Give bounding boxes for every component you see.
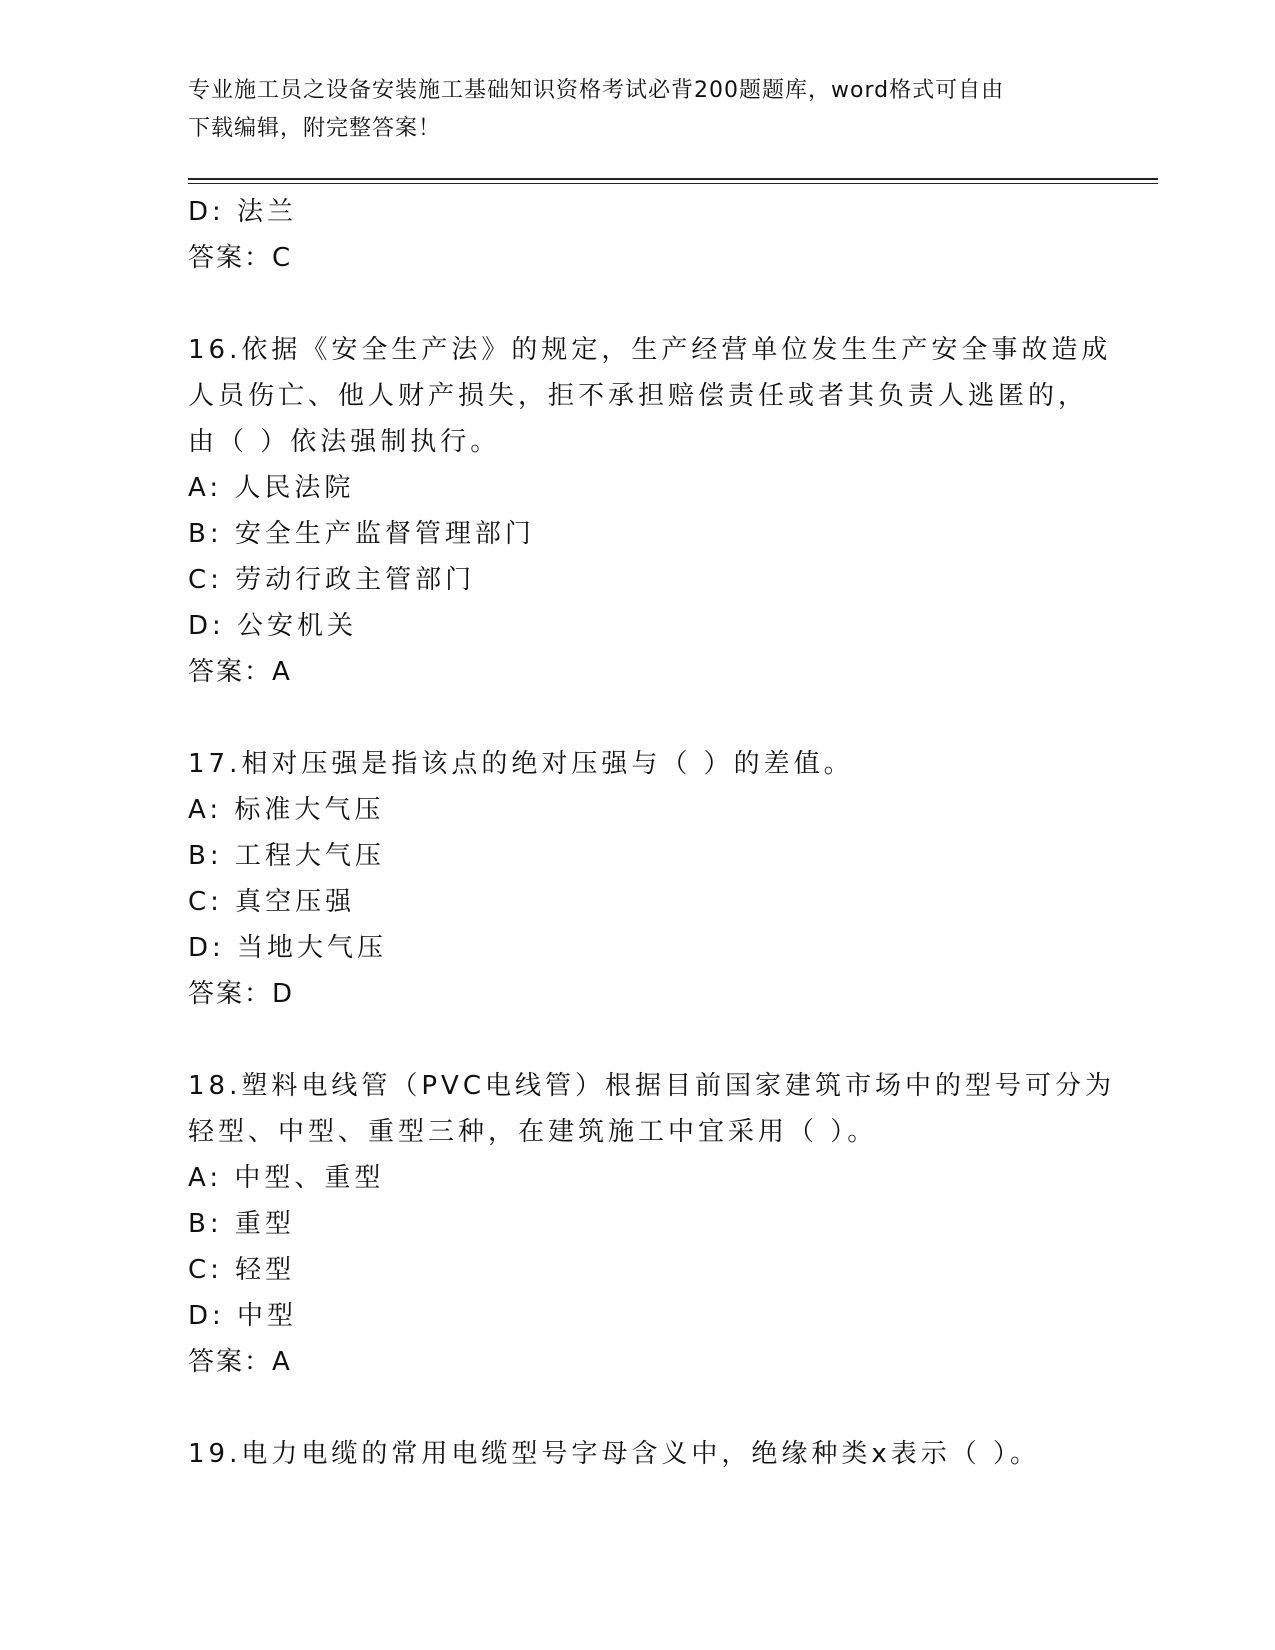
question-18-option-c: C: 轻型: [188, 1255, 296, 1285]
question-17-option-d: D: 当地大气压: [188, 933, 388, 963]
question-18: [188, 1063, 1115, 1385]
document-header: [188, 72, 1078, 148]
header-title-line-1: 专业施工员之设备安装施工基础知识资格考试必背200题题库，word格式可自由: [188, 78, 1005, 103]
question-18-option-b: B: 重型: [188, 1209, 295, 1239]
header-divider-thick: [188, 178, 1158, 180]
question-16-option-c: C: 劳动行政主管部门: [188, 565, 476, 595]
question-16-option-b: B: 安全生产监督管理部门: [188, 519, 535, 549]
question-16: [188, 327, 1112, 695]
question-17-option-a: A: 标准大气压: [188, 795, 385, 825]
spacer: [188, 281, 1088, 327]
question-18-answer: 答案：A: [188, 1347, 292, 1377]
header-title-line-2: 下载编辑，附完整答案！: [188, 116, 442, 141]
question-19-stem-line-1: 19.电力电缆的常用电缆型号字母含义中，绝缘种类x表示（ ）。: [188, 1439, 1041, 1469]
spacer: [188, 1385, 1088, 1431]
question-16-stem-line-1: 16.依据《安全生产法》的规定，生产经营单位发生生产安全事故造成: [188, 335, 1112, 365]
prev-option-d: D: 法兰: [188, 197, 298, 227]
spacer: [188, 695, 1088, 741]
question-16-answer: 答案：A: [188, 657, 292, 687]
question-16-stem-line-3: 由（ ）依法强制执行。: [188, 427, 501, 457]
question-16-option-d: D: 公安机关: [188, 611, 358, 641]
question-17-option-b: B: 工程大气压: [188, 841, 385, 871]
question-16-stem-line-2: 人员伤亡、他人财产损失，拒不承担赔偿责任或者其负责人逃匿的，: [188, 381, 1089, 411]
question-18-stem-line-1: 18.塑料电线管（PVC电线管）根据目前国家建筑市场中的型号可分为: [188, 1071, 1115, 1101]
question-16-option-a: A: 人民法院: [188, 473, 355, 503]
header-divider-thin: [188, 183, 1158, 184]
question-18-option-d: D: 中型: [188, 1301, 298, 1331]
question-17-option-c: C: 真空压强: [188, 887, 356, 917]
spacer: [188, 1017, 1088, 1063]
question-content: [188, 189, 1115, 1477]
question-18-stem-line-2: 轻型、中型、重型三种，在建筑施工中宜采用（ ）。: [188, 1117, 878, 1147]
question-17-stem-line-1: 17.相对压强是指该点的绝对压强与（ ）的差值。: [188, 749, 854, 779]
prev-answer: 答案：C: [188, 243, 293, 273]
question-18-option-a: A: 中型、重型: [188, 1163, 385, 1193]
question-17-answer: 答案：D: [188, 979, 295, 1009]
question-17: [188, 741, 1088, 1017]
question-19: [188, 1431, 1088, 1477]
